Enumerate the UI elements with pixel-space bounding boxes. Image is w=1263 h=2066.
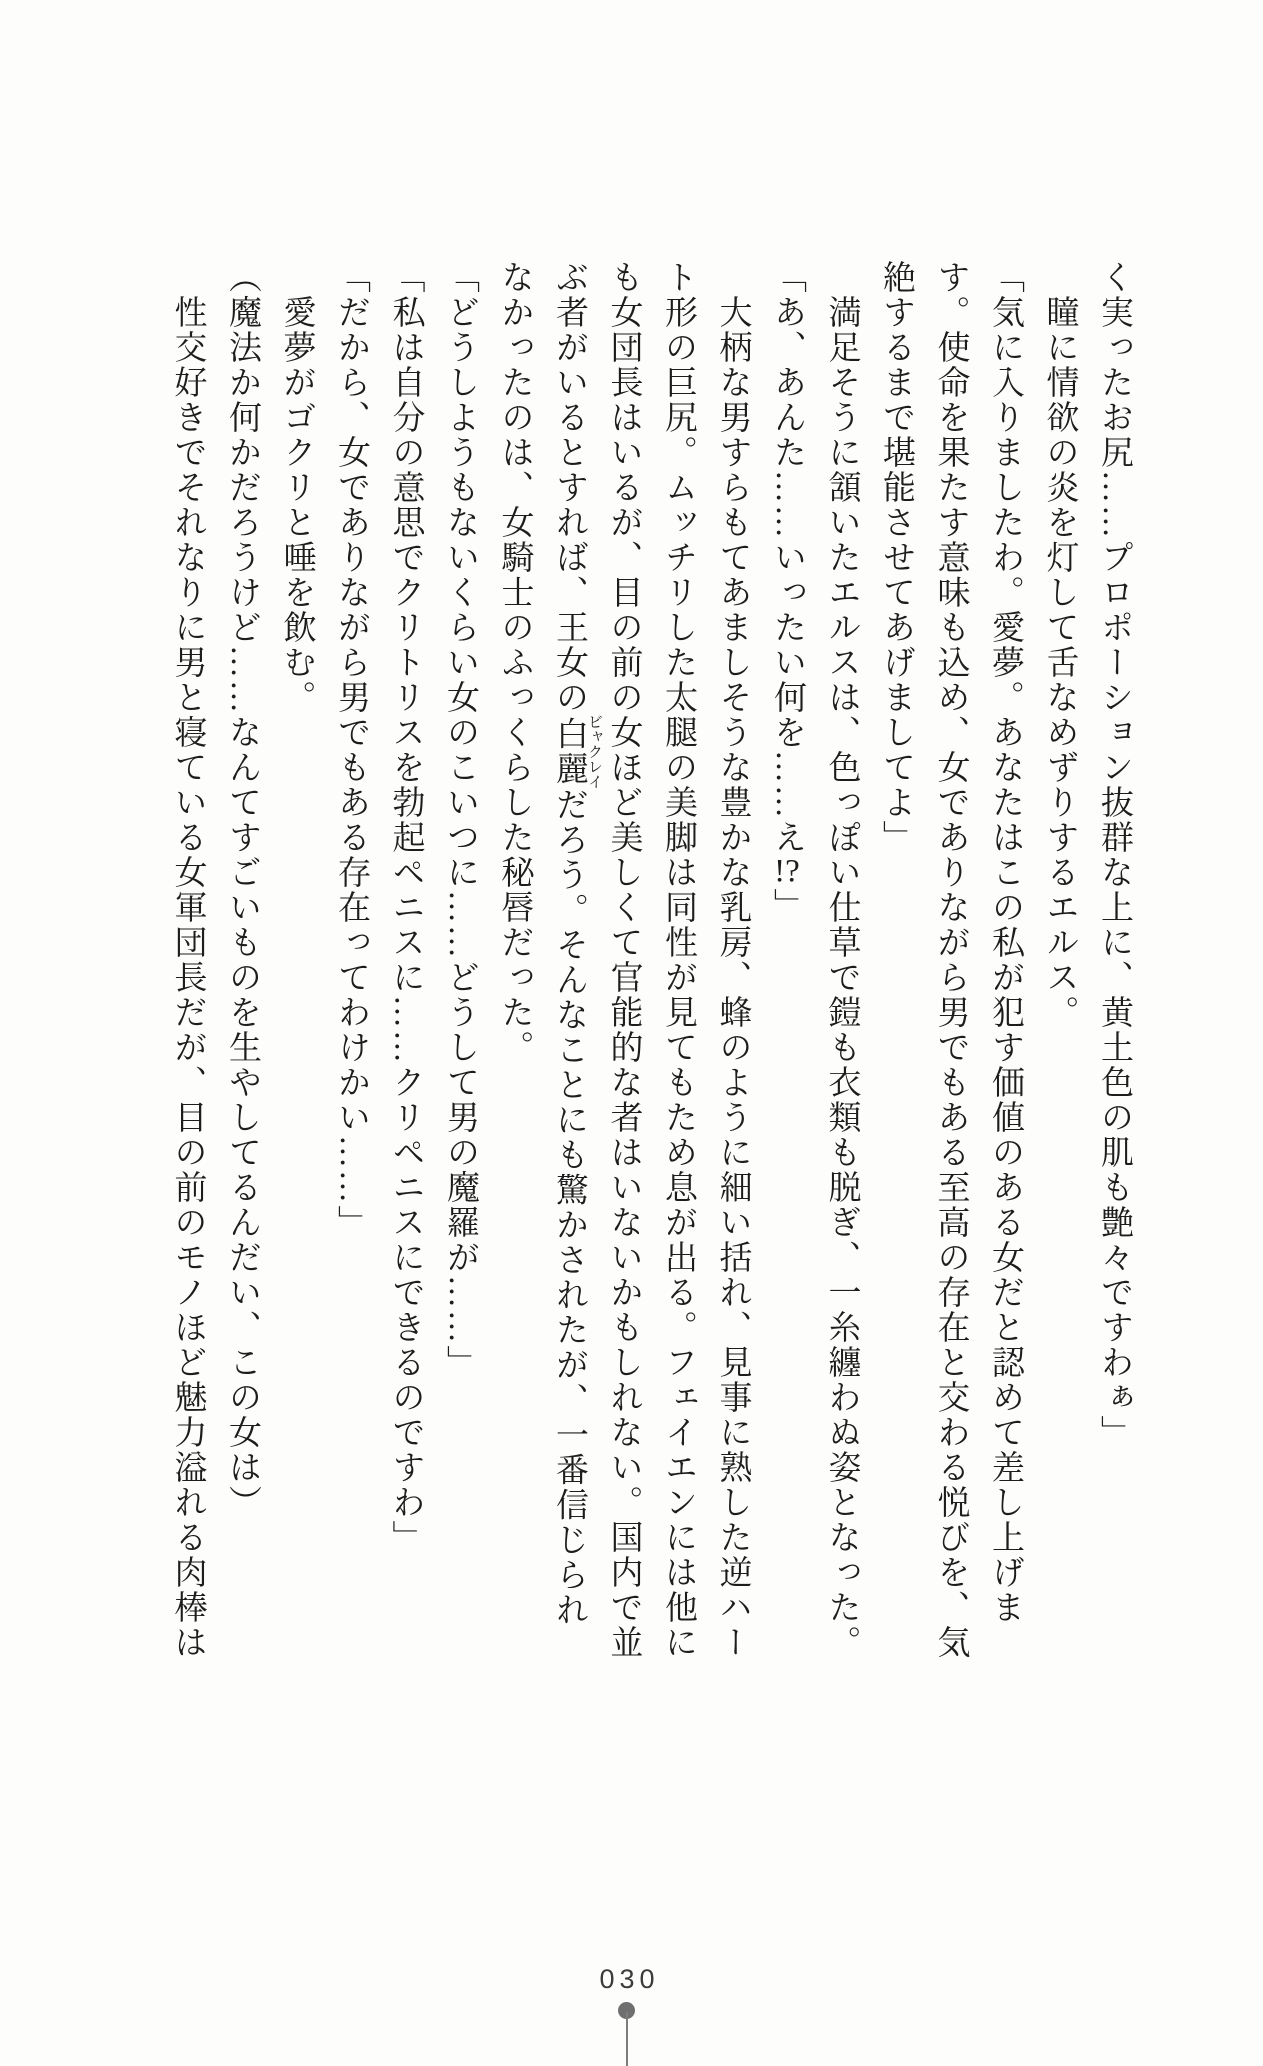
paragraph-6-text-after: だろう。そんなことにも驚かされたが、一番信じられなかったのは、女騎士のふっくらした秘唇だった。 <box>496 260 587 1628</box>
paragraph-3: 「気に入りましたわ。愛夢。あなたはこの私が犯す価値のある女だと認めて差し上げます。使命を果たす意味も込め、女でありながら男でもある至高の存在と交わる悦びを、気絶するまで堪能させてあげましてよ」 <box>878 260 1023 1660</box>
paragraph-5 <box>760 260 815 1662</box>
paragraph-5-close-quote: 」 <box>769 888 805 923</box>
paragraph-10: 愛夢がゴクリと唾を飲む。 <box>278 260 315 715</box>
novel-text-block <box>160 260 1141 1662</box>
tate-chu-yoko-exclamation-question: !? <box>774 855 800 888</box>
paragraph-8: 「私は自分の意思でクリトリスを勃起ペニスに……クリペニスにできるのですわ」 <box>387 260 424 1555</box>
paragraph-4: 満足そうに頷いたエルスは、色っぽい仕草で鎧も衣類も脱ぎ、一糸纏わぬ姿となった。 <box>823 260 860 1660</box>
paragraph-6-text-before: 大柄な男すらもてあましそうな豊かな乳房、蜂のように細い括れ、見事に熟した逆ハート形の巨尻。ムッチリした太腿の美脚は同性が見てもため息が出る。フェイエンには他にも女団長はいるが、目の前の女ほど美しくて官能的な者はいないかもしれない。国内で並ぶ者がいるとすれば、王女の <box>551 260 751 1660</box>
paragraph-6 <box>487 260 760 1662</box>
ruby-base: 白麗 <box>551 713 587 789</box>
paragraph-12: 性交好きでそれなりに男と寝ている女軍団長だが、目の前のモノほど魅力溢れる肉棒は <box>169 260 206 1660</box>
paragraph-2: 瞳に情欲の炎を灯して舌なめずりするエルス。 <box>1041 260 1078 1030</box>
paragraph-7: 「どうしようもないくらい女のこいつに……どうして男の魔羅が……」 <box>442 260 478 1380</box>
paragraph-1: く実ったお尻……プロポーション抜群な上に、黄土色の肌も艶々ですわぁ」 <box>1096 260 1132 1450</box>
paragraph-11: （魔法か何かだろうけど……なんてすごいものを生やしてるんだい、この女は） <box>224 260 260 1520</box>
paragraph-9: 「だから、女でありながら男でもある存在ってわけかい……」 <box>333 260 369 1240</box>
ruby-furigana: ビャクレイ <box>586 713 602 789</box>
page-number: 030 <box>599 1964 660 1994</box>
footer-line-marker <box>626 2012 628 2066</box>
ruby-annotation-byakurei <box>551 713 602 789</box>
paragraph-5-text: 「あ、あんた……いったい何を……え <box>769 260 805 855</box>
